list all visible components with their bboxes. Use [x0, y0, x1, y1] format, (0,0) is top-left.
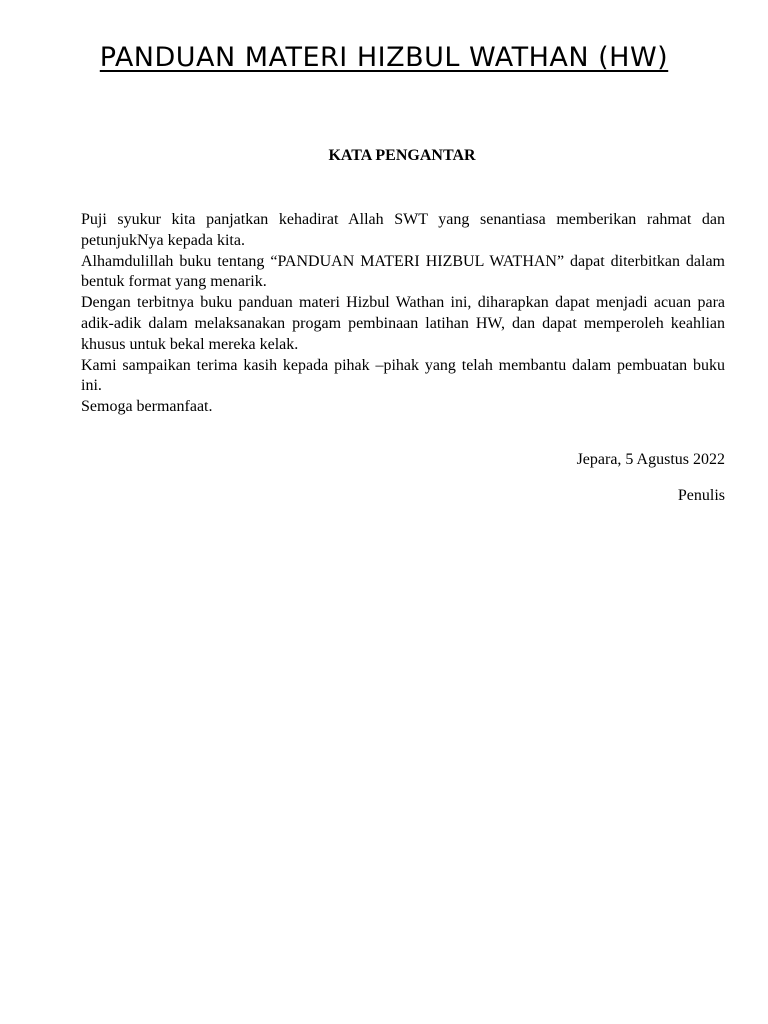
foreword-paragraph-1: Puji syukur kita panjatkan kehadirat Allah SWT yang senantiasa memberikan rahmat dan petunjukNya kepada kita. — [81, 211, 725, 249]
foreword-paragraph-3: Dengan terbitnya buku panduan materi Hizbul Wathan ini, diharapkan dapat menjadi acuan para adik-adik dalam melaksanakan progam pembinaan latihan HW, dan dapat memperoleh keahlian khusus untuk bekal mereka kelak. — [81, 294, 725, 353]
document-title-text: PANDUAN MATERI HIZBUL WATHAN (HW) — [99, 42, 669, 73]
foreword-paragraph-5: Semoga bermanfaat. — [81, 398, 213, 416]
foreword-body — [81, 210, 725, 418]
author-signature: Penulis — [677, 487, 725, 504]
section-heading: KATA PENGANTAR — [328, 147, 476, 164]
foreword-paragraph-2: Alhamdulillah buku tentang “PANDUAN MATERI HIZBUL WATHAN” dapat diterbitkan dalam bentuk format yang menarik. — [81, 252, 725, 291]
document-title — [0, 38, 768, 78]
place-date: Jepara, 5 Agustus 2022 — [576, 451, 725, 468]
foreword-paragraph-4: Kami sampaikan terima kasih kepada pihak –pihak yang telah membantu dalam pembuatan buku ini. — [81, 356, 725, 395]
